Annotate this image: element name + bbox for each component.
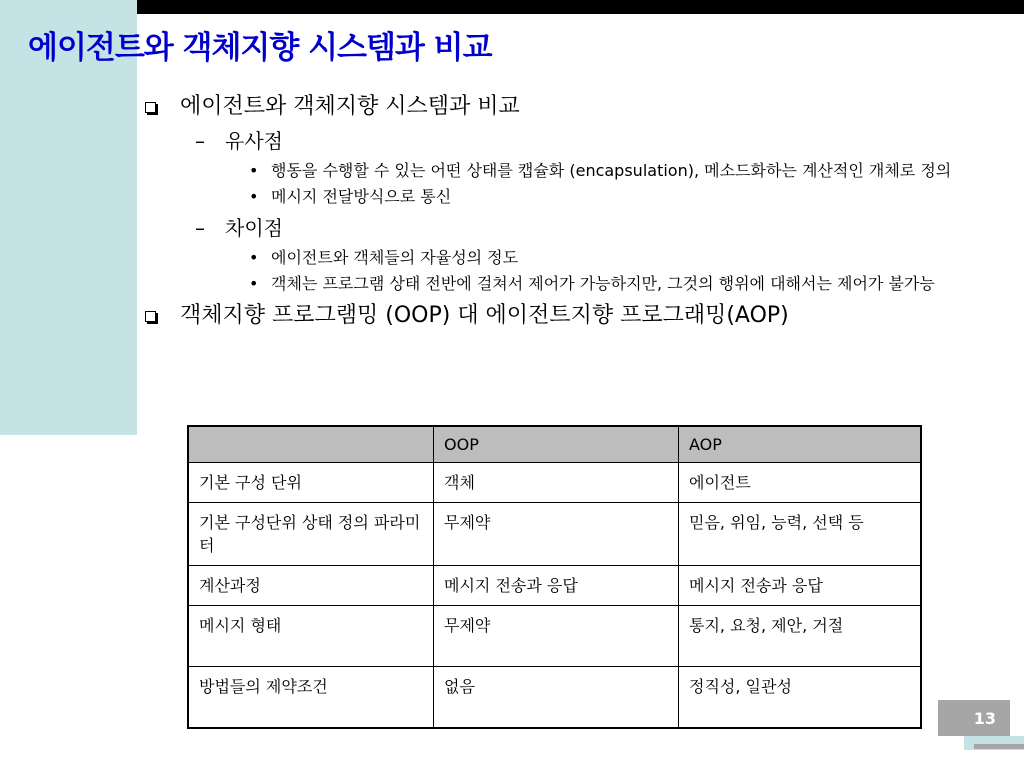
list-item-text: 행동을 수행할 수 있는 어떤 상태를 캡슐화 (encapsulation), 메소드화하는 계산적인 개체로 정의	[271, 161, 952, 180]
dash-bullet-icon: –	[195, 216, 205, 240]
table-row	[188, 606, 921, 667]
list-item	[145, 160, 1005, 182]
table-cell: 메시지 전송과 응답	[679, 566, 922, 606]
dot-bullet-icon: •	[249, 248, 259, 267]
sub-bullet-similarities	[145, 125, 1005, 157]
list-item	[145, 186, 1005, 208]
list-item-text: 에이전트와 객체들의 자율성의 정도	[271, 248, 519, 267]
table-cell: 에이전트	[679, 463, 922, 503]
top-bar	[35, 0, 1024, 14]
table-header-row	[188, 426, 921, 463]
table-cell: 기본 구성단위 상태 정의 파라미터	[188, 503, 434, 566]
sub-bullet-text: 유사점	[225, 129, 283, 153]
table-cell: 없음	[434, 667, 679, 729]
table-cell: 믿음, 위임, 능력, 선택 등	[679, 503, 922, 566]
comparison-table	[187, 425, 922, 729]
slide-body	[145, 90, 1005, 333]
table-cell: 통지, 요청, 제안, 거절	[679, 606, 922, 667]
table-header-cell	[188, 426, 434, 463]
page-number: 13	[973, 708, 996, 728]
table-row	[188, 463, 921, 503]
table-cell: 무제약	[434, 503, 679, 566]
table-cell: 계산과정	[188, 566, 434, 606]
slide-title: 에이전트와 객체지향 시스템과 비교	[28, 30, 492, 66]
bullet-oop-vs-aop	[145, 299, 1005, 333]
table-cell: 방법들의 제약조건	[188, 667, 434, 729]
square-bullet-icon	[145, 102, 156, 113]
table-cell: 객체	[434, 463, 679, 503]
list-item	[145, 273, 1005, 295]
list-item	[145, 247, 1005, 269]
bullet-comparison	[145, 90, 1005, 124]
table-cell: 정직성, 일관성	[679, 667, 922, 729]
table-cell: 메시지 전송과 응답	[434, 566, 679, 606]
sub-bullet-text: 차이점	[225, 216, 283, 240]
list-item-text: 메시지 전달방식으로 통신	[271, 187, 452, 206]
square-bullet-icon	[145, 311, 156, 322]
table-row	[188, 503, 921, 566]
bullet-text: 에이전트와 객체지향 시스템과 비교	[180, 94, 520, 119]
table-header-cell: AOP	[679, 426, 922, 463]
table-row	[188, 667, 921, 729]
table-cell: 메시지 형태	[188, 606, 434, 667]
page-badge-decoration-line	[974, 744, 1024, 749]
list-item-text: 객체는 프로그램 상태 전반에 걸쳐서 제어가 가능하지만, 그것의 행위에 대해서는 제어가 불가능	[271, 274, 935, 293]
page-number-badge	[938, 700, 1010, 736]
table-row	[188, 566, 921, 606]
dot-bullet-icon: •	[249, 274, 259, 293]
dot-bullet-icon: •	[249, 187, 259, 206]
sub-bullet-differences	[145, 212, 1005, 244]
table-cell: 기본 구성 단위	[188, 463, 434, 503]
bullet-text: 객체지향 프로그램밍 (OOP) 대 에이전트지향 프로그래밍(AOP)	[180, 303, 789, 328]
dash-bullet-icon: –	[195, 129, 205, 153]
dot-bullet-icon: •	[249, 161, 259, 180]
table-cell: 무제약	[434, 606, 679, 667]
table-header-cell: OOP	[434, 426, 679, 463]
